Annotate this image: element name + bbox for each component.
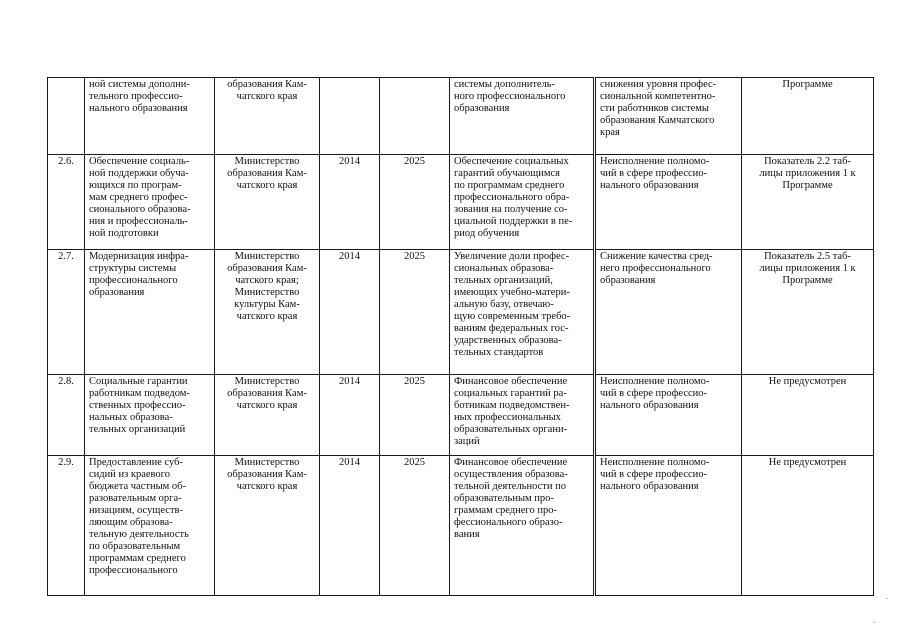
end-year-cell: 2025: [380, 456, 450, 596]
measure-name-cell: Предоставление суб- сидий из краевого бюджета частным об- разовательным орга- низациям, осуществ- ляющим образова- тельную деятельность по образовательным программам среднего профессионального: [85, 456, 215, 596]
start-year-cell: [320, 78, 380, 155]
end-year-cell: [380, 78, 450, 155]
scan-speck: [886, 598, 888, 599]
start-year-cell: 2014: [320, 155, 380, 250]
table-row: [48, 375, 874, 456]
expected-result-cell: Обеспечение социальных гарантий обучающимся по программам среднего профессионального обра- зования на получение со- циальной поддержки в пе- риод обучения: [450, 155, 595, 250]
measure-name-cell: Социальные гарантии работникам подведом- ственных профессио- нальных образова- тельных организаций: [85, 375, 215, 456]
measure-name-cell: ной системы дополни- тельного профессио- нального образования: [85, 78, 215, 155]
measure-number-cell: [48, 78, 85, 155]
table-row: [48, 456, 874, 596]
executor-cell: Министерство образования Кам- чатского края: [215, 456, 320, 596]
measure-name-cell: Модернизация инфра- структуры системы профессионального образования: [85, 250, 215, 375]
indicator-link-cell: Не предусмотрен: [742, 456, 874, 596]
indicator-link-cell: Показатель 2.5 таб- лицы приложения 1 к Программе: [742, 250, 874, 375]
end-year-cell: 2025: [380, 375, 450, 456]
executor-cell: Министерство образования Кам- чатского края; Министерство культуры Кам- чатского края: [215, 250, 320, 375]
expected-result-cell: Финансовое обеспечение осуществления образова- тельной деятельности по образовательным про- граммам среднего про- фессионального образо- вания: [450, 456, 595, 596]
executor-cell: Министерство образования Кам- чатского края: [215, 375, 320, 456]
expected-result-cell: системы дополнитель- ного профессионального образования: [450, 78, 595, 155]
end-year-cell: 2025: [380, 250, 450, 375]
indicator-link-cell: Программе: [742, 78, 874, 155]
expected-result-cell: Финансовое обеспечение социальных гарантий ра- ботникам подведомствен- ных профессиональных образовательных органи- заций: [450, 375, 595, 456]
measure-name-cell: Обеспечение социаль- ной поддержки обуча- ющихся по програм- мам среднего профес- сионального образова- ния и профессиональ- ной подготовки: [85, 155, 215, 250]
executor-cell: Министерство образования Кам- чатского края: [215, 155, 320, 250]
program-measures-table: [47, 77, 874, 596]
table-row: [48, 155, 874, 250]
table-row: [48, 250, 874, 375]
consequence-cell: Неисполнение полномо- чий в сфере профессио- нального образования: [595, 155, 742, 250]
consequence-cell: Неисполнение полномо- чий в сфере профессио- нального образования: [595, 456, 742, 596]
measure-number-cell: 2.8.: [48, 375, 85, 456]
table-row: [48, 78, 874, 155]
indicator-link-cell: Показатель 2.2 таб- лицы приложения 1 к Программе: [742, 155, 874, 250]
consequence-cell: Неисполнение полномо- чий в сфере профессио- нального образования: [595, 375, 742, 456]
executor-cell: образования Кам- чатского края: [215, 78, 320, 155]
consequence-cell: снижения уровня профес- сиональной компетентно- сти работников системы образования Камчатского края: [595, 78, 742, 155]
start-year-cell: 2014: [320, 456, 380, 596]
start-year-cell: 2014: [320, 250, 380, 375]
start-year-cell: 2014: [320, 375, 380, 456]
indicator-link-cell: Не предусмотрен: [742, 375, 874, 456]
measure-number-cell: 2.7.: [48, 250, 85, 375]
consequence-cell: Снижение качества сред- него профессионального образования: [595, 250, 742, 375]
scan-speck: [873, 622, 875, 623]
measure-number-cell: 2.9.: [48, 456, 85, 596]
measure-number-cell: 2.6.: [48, 155, 85, 250]
end-year-cell: 2025: [380, 155, 450, 250]
expected-result-cell: Увеличение доли профес- сиональных образова- тельных организаций, имеющих учебно-матери- альную базу, отвечаю- щую современным требо- ваниям федеральных гос- ударственных образова- тельных стандартов: [450, 250, 595, 375]
